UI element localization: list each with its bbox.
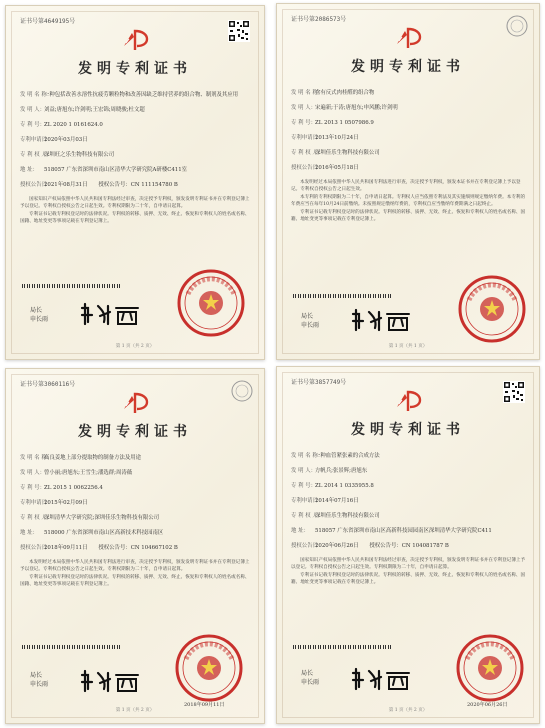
body-paragraph: 专利证书记载专利权登记时的法律状况。专利权的转移、质押、无效、终止、恢复和专利权人的姓名或名称、国籍、地址变更等事项记载在专利登记簿上。: [291, 210, 526, 222]
director-block: [301, 669, 319, 687]
official-seal-icon: [457, 274, 527, 344]
field-inventors: 发 明 人： 宋遍新;于涛;唐旭东;申风鹏;许剑明: [291, 105, 398, 111]
field-application-date: 专利申请日： 2015年02月09日: [20, 500, 88, 506]
certificate-title: 发明专利证书: [351, 59, 465, 75]
cnipa-logo-icon: [121, 389, 149, 415]
field-patent-number: 专 利 号： ZL 2015 1 0062256.4: [20, 485, 103, 491]
field-patentee: 专 利 权 人： 深圳佳乐生物科技有限公司: [291, 150, 380, 156]
field-patentee: 专 利 权 人： 深圳佳乐生物科技有限公司: [291, 513, 380, 519]
field-inventors: 发 明 人： 曾小丽;唐旭东;王雪生;潘选群;周涛薇: [20, 470, 133, 476]
field-application-date: 专利申请日： 2013年10月24日: [291, 135, 359, 141]
field-inventors: 发 明 人： 刘益;唐旭东;许剑明;王宏锦;周晓骏;杜文超: [20, 107, 145, 113]
signature-icon: [78, 667, 142, 695]
seal-date: 2020年06月26日: [467, 702, 508, 708]
signature-icon: [349, 306, 413, 334]
field-grant-date: 授权公告日： 2018年09月11日 授权公告号：CN 104667102 B: [20, 545, 178, 551]
field-address: 地 址： 518057 广东省深圳市南山区清华大学研究院A研楼C411室: [20, 167, 188, 173]
field-address: 地 址： 518000 广东省深圳市南山区高新技术科技园南区: [20, 530, 164, 536]
field-address: 地 址： 518057 广东省深圳市南山区高新科技园园南区深圳清华大学研究院C411: [291, 528, 492, 534]
barcode-icon: [293, 294, 393, 298]
body-paragraph: 本发明经过本局依照中华人民共和国专利法进行审查，决定授予专利权，颁发本证书并在专利登记簿上予以登记。专利权自授权公告之日起生效。: [291, 180, 521, 192]
director-block: [30, 306, 48, 324]
gray-stamp-icon: [505, 14, 529, 38]
certificate-fields: [291, 453, 527, 588]
page-number: 第 1 页（共 2 页）: [115, 344, 155, 349]
field-grant-date: 授权公告日： 2020年06月26日 授权公告号：CN 104081787 B: [291, 543, 449, 549]
certificate-fields: [291, 90, 527, 226]
qr-code-icon: [228, 20, 250, 42]
field-invention-name: 发 明 名 称： 一种血管紧张素的合成方法: [291, 453, 380, 459]
field-invention-name: 发 明 名 称： 含有反式肉桂醛的组合物: [291, 90, 375, 96]
official-seal-icon: [176, 268, 246, 338]
official-seal-icon: [455, 633, 525, 703]
cnipa-logo-icon: [394, 24, 422, 50]
page-number: 第 1 页（共 1 页）: [388, 344, 428, 349]
certificate-number: 证书号第3060116号: [20, 381, 76, 388]
patent-certificate-2: [276, 3, 540, 360]
director-title: 局长: [301, 670, 314, 677]
field-patent-number: 专 利 号： ZL 2013 1 0507986.9: [291, 120, 374, 126]
certificate-number: 证书号第4649195号: [20, 18, 76, 25]
patent-certificate-3: [5, 368, 265, 724]
barcode-icon: [22, 645, 122, 649]
field-inventors: 发 明 人： 方帆兵;张景辉;唐旭东: [291, 468, 368, 474]
field-patent-number: 专 利 号： ZL 2020 1 0161624.0: [20, 122, 103, 128]
director-title: 局长: [30, 672, 43, 679]
field-grant-date: 授权公告日： 2016年05月18日: [291, 165, 359, 171]
gray-stamp-icon: [230, 379, 254, 403]
certificate-title: 发明专利证书: [351, 422, 465, 438]
body-paragraph: 国家知识产权局依照中华人民共和国专利法经过审查，决定授予专利权，颁发发明专利证书并在专利登记簿上予以登记。专利权自授权公告之日起生效。专利权期限为二十年，自申请日起算。: [20, 197, 250, 209]
field-patentee: 专 利 权 人： 深圳清华大学研究院;深圳佳乐生物科技有限公司: [20, 515, 160, 521]
cnipa-logo-icon: [394, 387, 422, 413]
signature-icon: [78, 300, 142, 328]
field-patentee: 专 利 权 人： 深圳旺之乐生物科技有限公司: [20, 152, 115, 158]
certificate-number: 证书号第3857749号: [291, 379, 347, 386]
qr-code-icon: [503, 381, 525, 403]
field-invention-name: 发 明 名 称： 高良姜地上部分提取物的制备方法及用途: [20, 455, 142, 461]
page-number: 第 1 页（共 2 页）: [115, 708, 155, 713]
director-name: 申长雨: [30, 681, 49, 688]
certificate-title: 发明专利证书: [78, 424, 192, 440]
certificate-fields: [20, 92, 252, 227]
field-grant-date: 授权公告日： 2021年08月31日 授权公告号：CN 111154780 B: [20, 182, 178, 188]
field-invention-name: 发 明 名 称： 一种包括改善水溶性抗疲劳颗粒物和改善因缺乏维持营养的组合物、制剂及其应用: [20, 92, 239, 98]
field-application-date: 专利申请日： 2020年03月03日: [20, 137, 88, 143]
page-number: 第 1 页（共 2 页）: [388, 708, 428, 713]
field-application-date: 专利申请日： 2014年07月16日: [291, 498, 359, 504]
patent-certificate-1: [5, 5, 265, 360]
body-paragraph: 专利证书记载专利权登记时的法律状况。专利权的转移、质押、无效、终止、恢复和专利权人的姓名或名称、国籍、地址变更等事项记载在专利登记簿上。: [20, 575, 250, 587]
director-name: 申长雨: [301, 679, 320, 686]
body-paragraph: 专利证书记载专利权登记时的法律状况。专利权的转移、质押、无效、终止、恢复和专利权人的姓名或名称、国籍、地址变更等事项记载在专利登记簿上。: [291, 573, 526, 585]
director-name: 申长雨: [30, 316, 49, 323]
director-block: [301, 312, 319, 330]
barcode-icon: [22, 284, 122, 288]
seal-date: 2018年09月11日: [184, 702, 225, 708]
director-name: 申长雨: [301, 322, 320, 329]
patent-certificate-4: [276, 366, 540, 724]
signature-icon: [349, 665, 413, 693]
certificate-title: 发明专利证书: [78, 61, 192, 77]
barcode-icon: [293, 645, 393, 649]
body-paragraph: 本发明经过本局依照中华人民共和国专利法进行审查，决定授予专利权，颁发发明专利证书并在专利登记簿上予以登记。专利权自授权公告之日起生效。专利权期限为二十年，自申请日起算。: [20, 560, 250, 572]
cnipa-logo-icon: [121, 26, 149, 52]
director-block: [30, 671, 48, 689]
body-paragraph: 国家知识产权局依照中华人民共和国专利法经过审查，决定授予专利权，颁发发明专利证书并在专利登记簿上予以登记。专利权自授权公告之日起生效。专利权期限为二十年，自申请日起算。: [291, 558, 526, 570]
official-seal-icon: [174, 633, 244, 703]
director-title: 局长: [301, 313, 314, 320]
body-paragraph: 本专利的专利权期限为二十年，自申请日起算。专利权人应当依照专利法及其实施细则规定缴纳年费。本专利的年费应当在每年10月24日前缴纳。未按照规定缴纳年费的，专利权自应当缴纳年费期满之日起终止。: [291, 195, 526, 207]
director-title: 局长: [30, 307, 43, 314]
certificate-number: 证书号第2086573号: [291, 16, 347, 23]
field-patent-number: 专 利 号： ZL 2014 1 0335955.8: [291, 483, 374, 489]
body-paragraph: 专利证书记载专利权登记时的法律状况。专利权的转移、质押、无效、终止、恢复和专利权人的姓名或名称、国籍、地址变更等事项记载在专利登记簿上。: [20, 212, 250, 224]
certificate-fields: [20, 455, 252, 590]
